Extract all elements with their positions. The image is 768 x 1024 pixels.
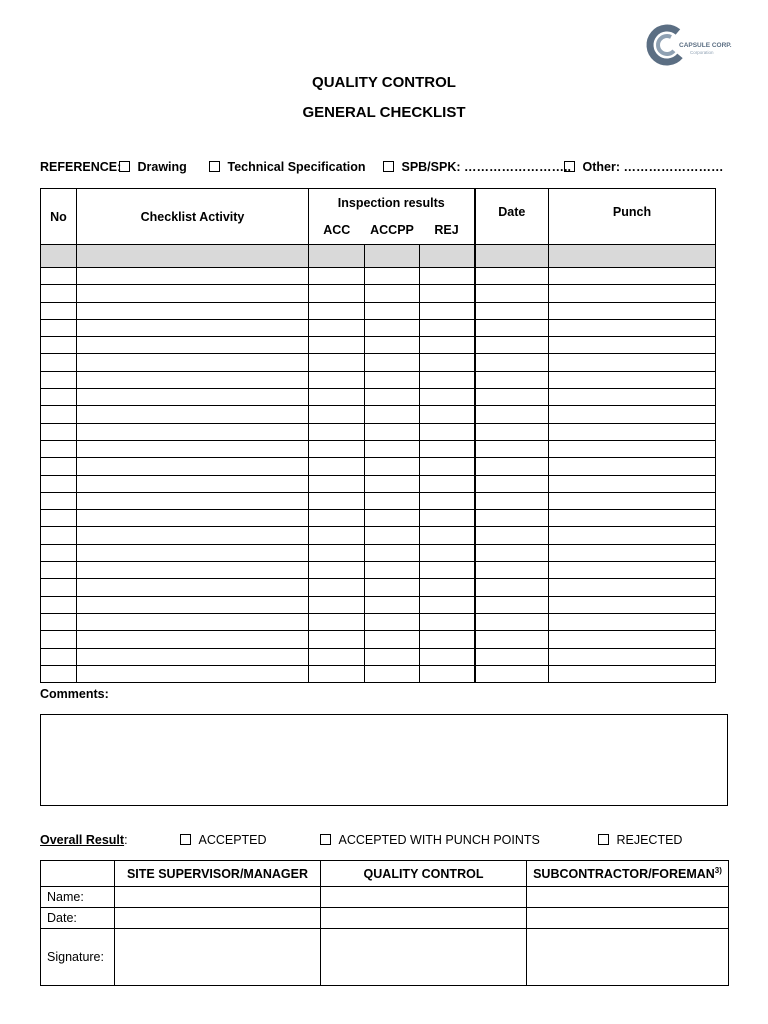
table-row	[41, 544, 716, 561]
date-cell[interactable]	[475, 631, 549, 648]
date-cell[interactable]	[475, 613, 549, 630]
rej-cell[interactable]	[420, 302, 475, 319]
date-cell[interactable]	[475, 440, 549, 457]
date-cell[interactable]	[475, 285, 549, 302]
activity-cell[interactable]	[77, 596, 309, 613]
acc-cell[interactable]	[309, 354, 365, 371]
no-cell[interactable]	[41, 337, 77, 354]
checkbox-icon[interactable]	[320, 834, 331, 845]
no-cell[interactable]	[41, 354, 77, 371]
acc-cell[interactable]	[309, 562, 365, 579]
no-cell[interactable]	[41, 423, 77, 440]
date-cell[interactable]	[475, 648, 549, 665]
no-cell[interactable]	[41, 371, 77, 388]
activity-cell[interactable]	[77, 440, 309, 457]
table-row	[41, 562, 716, 579]
activity-cell[interactable]	[77, 475, 309, 492]
date-cell[interactable]	[475, 596, 549, 613]
rej-cell[interactable]	[420, 406, 475, 423]
punch-cell[interactable]	[549, 423, 716, 440]
accpp-cell[interactable]	[365, 527, 420, 544]
column-header-subcontractor: SUBCONTRACTOR/FOREMAN$^{3)}$	[527, 861, 729, 887]
table-row	[41, 527, 716, 544]
table-row	[41, 665, 716, 682]
punch-cell[interactable]	[549, 631, 716, 648]
row-label-name: Name:	[41, 887, 115, 908]
activity-cell[interactable]	[77, 648, 309, 665]
table-row	[41, 596, 716, 613]
rej-cell[interactable]	[420, 579, 475, 596]
svg-text:CAPSULE CORP.: CAPSULE CORP.	[679, 42, 732, 49]
signoff-table	[40, 860, 729, 986]
acc-cell[interactable]	[309, 458, 365, 475]
acc-cell[interactable]	[309, 648, 365, 665]
signoff-corner	[41, 861, 115, 887]
site-supervisor-signature-field[interactable]	[115, 929, 321, 986]
accpp-cell[interactable]	[365, 475, 420, 492]
accpp-cell[interactable]	[365, 440, 420, 457]
date-cell[interactable]	[475, 406, 549, 423]
rej-cell[interactable]	[420, 458, 475, 475]
column-header-site-supervisor: SITE SUPERVISOR/MANAGER	[115, 861, 321, 887]
activity-cell[interactable]	[77, 510, 309, 527]
accpp-cell[interactable]	[365, 371, 420, 388]
rej-cell[interactable]	[420, 440, 475, 457]
company-logo	[646, 20, 732, 70]
no-cell[interactable]	[41, 319, 77, 336]
date-cell[interactable]	[475, 423, 549, 440]
row-label-date: Date:	[41, 908, 115, 929]
no-cell[interactable]	[41, 475, 77, 492]
punch-cell[interactable]	[549, 268, 716, 285]
table-row	[41, 268, 716, 285]
table-row	[41, 337, 716, 354]
date-cell[interactable]	[475, 389, 549, 406]
checkbox-icon[interactable]	[564, 161, 575, 172]
column-header-accpp: ACCPP	[365, 217, 420, 245]
acc-cell[interactable]	[309, 389, 365, 406]
comments-label: Comments:	[40, 687, 109, 701]
column-header-no: No	[41, 189, 77, 245]
no-cell[interactable]	[41, 458, 77, 475]
accpp-cell[interactable]	[365, 354, 420, 371]
date-cell[interactable]	[475, 337, 549, 354]
table-row	[41, 510, 716, 527]
acc-cell[interactable]	[309, 440, 365, 457]
no-cell[interactable]	[41, 440, 77, 457]
acc-cell[interactable]	[309, 475, 365, 492]
accpp-cell[interactable]	[365, 268, 420, 285]
overall-result-label: Overall Result:	[40, 833, 128, 847]
accpp-cell[interactable]	[365, 665, 420, 682]
date-cell[interactable]	[475, 268, 549, 285]
date-cell[interactable]	[475, 371, 549, 388]
activity-cell[interactable]	[77, 562, 309, 579]
acc-cell[interactable]	[309, 613, 365, 630]
accpp-cell[interactable]	[365, 562, 420, 579]
punch-cell[interactable]	[549, 475, 716, 492]
punch-cell[interactable]	[549, 319, 716, 336]
overall-result-row	[40, 833, 740, 851]
table-row	[41, 423, 716, 440]
punch-cell[interactable]	[549, 579, 716, 596]
date-cell[interactable]	[475, 302, 549, 319]
acc-cell[interactable]	[309, 492, 365, 509]
acc-cell[interactable]	[309, 285, 365, 302]
no-cell[interactable]	[41, 665, 77, 682]
document-subtitle: GENERAL CHECKLIST	[302, 104, 466, 121]
signoff-row-signature	[41, 929, 729, 986]
reference-label: REFERENCE:	[40, 160, 122, 174]
activity-cell[interactable]	[77, 527, 309, 544]
no-cell[interactable]	[41, 579, 77, 596]
date-cell[interactable]	[475, 510, 549, 527]
checklist-table	[40, 188, 716, 683]
date-cell[interactable]	[475, 579, 549, 596]
rej-cell[interactable]	[420, 596, 475, 613]
rej-cell[interactable]	[420, 475, 475, 492]
no-cell[interactable]	[41, 406, 77, 423]
acc-cell[interactable]	[309, 510, 365, 527]
rej-cell[interactable]	[420, 562, 475, 579]
checkbox-icon[interactable]	[119, 161, 130, 172]
no-cell[interactable]	[41, 631, 77, 648]
rej-cell[interactable]	[420, 510, 475, 527]
punch-cell[interactable]	[549, 285, 716, 302]
acc-cell[interactable]	[309, 319, 365, 336]
activity-cell[interactable]	[77, 579, 309, 596]
punch-cell[interactable]	[549, 354, 716, 371]
punch-cell[interactable]	[549, 562, 716, 579]
punch-cell[interactable]	[549, 544, 716, 561]
accpp-cell[interactable]	[365, 648, 420, 665]
punch-cell[interactable]	[549, 302, 716, 319]
quality-control-date-field[interactable]	[321, 908, 527, 929]
rej-cell[interactable]	[420, 268, 475, 285]
table-row	[41, 579, 716, 596]
table-row	[41, 613, 716, 630]
reference-other[interactable]: Other: ……………………	[564, 160, 723, 174]
no-cell[interactable]	[41, 527, 77, 544]
acc-cell[interactable]	[309, 631, 365, 648]
accpp-cell[interactable]	[365, 510, 420, 527]
activity-cell[interactable]	[77, 631, 309, 648]
rej-cell[interactable]	[420, 337, 475, 354]
result-accepted-with-punch-points[interactable]: ACCEPTED WITH PUNCH POINTS	[320, 833, 540, 847]
accpp-cell[interactable]	[365, 337, 420, 354]
punch-cell[interactable]	[549, 440, 716, 457]
table-row	[41, 440, 716, 457]
table-row	[41, 389, 716, 406]
activity-cell[interactable]	[77, 285, 309, 302]
checkbox-icon[interactable]	[383, 161, 394, 172]
subcontractor-name-field[interactable]	[527, 887, 729, 908]
acc-cell[interactable]	[309, 423, 365, 440]
table-row	[41, 406, 716, 423]
accpp-cell[interactable]	[365, 389, 420, 406]
date-cell[interactable]	[475, 492, 549, 509]
activity-cell[interactable]	[77, 319, 309, 336]
no-cell[interactable]	[41, 562, 77, 579]
table-row	[41, 285, 716, 302]
accpp-cell[interactable]	[365, 492, 420, 509]
table-row	[41, 302, 716, 319]
rej-cell[interactable]	[420, 389, 475, 406]
no-cell[interactable]	[41, 648, 77, 665]
table-row	[41, 631, 716, 648]
table-row	[41, 475, 716, 492]
accpp-cell[interactable]	[365, 406, 420, 423]
accpp-cell[interactable]	[365, 285, 420, 302]
acc-cell[interactable]	[309, 337, 365, 354]
signoff-row-date	[41, 908, 729, 929]
rej-cell[interactable]	[420, 354, 475, 371]
date-cell[interactable]	[475, 665, 549, 682]
no-cell[interactable]	[41, 544, 77, 561]
quality-control-signature-field[interactable]	[321, 929, 527, 986]
activity-cell[interactable]	[77, 268, 309, 285]
column-header-inspection-results: Inspection results	[309, 189, 475, 217]
quality-control-name-field[interactable]	[321, 887, 527, 908]
activity-cell[interactable]	[77, 302, 309, 319]
reference-drawing[interactable]: Drawing	[119, 160, 187, 174]
activity-cell[interactable]	[77, 371, 309, 388]
acc-cell[interactable]	[309, 302, 365, 319]
acc-cell[interactable]	[309, 579, 365, 596]
acc-cell[interactable]	[309, 371, 365, 388]
rej-cell[interactable]	[420, 665, 475, 682]
acc-cell[interactable]	[309, 268, 365, 285]
date-cell[interactable]	[475, 319, 549, 336]
punch-cell[interactable]	[549, 371, 716, 388]
rej-cell[interactable]	[420, 544, 475, 561]
punch-cell[interactable]	[549, 613, 716, 630]
acc-cell[interactable]	[309, 527, 365, 544]
punch-cell[interactable]	[549, 406, 716, 423]
rej-cell[interactable]	[420, 648, 475, 665]
rej-cell[interactable]	[420, 492, 475, 509]
activity-cell[interactable]	[77, 665, 309, 682]
rej-cell[interactable]	[420, 371, 475, 388]
date-cell[interactable]	[475, 562, 549, 579]
no-cell[interactable]	[41, 285, 77, 302]
reference-row	[40, 160, 740, 178]
punch-cell[interactable]	[549, 492, 716, 509]
punch-cell[interactable]	[549, 458, 716, 475]
accpp-cell[interactable]	[365, 613, 420, 630]
rej-cell[interactable]	[420, 423, 475, 440]
punch-cell[interactable]	[549, 648, 716, 665]
column-header-acc: ACC	[309, 217, 365, 245]
accpp-cell[interactable]	[365, 631, 420, 648]
table-row	[41, 458, 716, 475]
accpp-cell[interactable]	[365, 423, 420, 440]
rej-cell[interactable]	[420, 631, 475, 648]
no-cell[interactable]	[41, 302, 77, 319]
activity-cell[interactable]	[77, 492, 309, 509]
date-cell[interactable]	[475, 544, 549, 561]
result-rejected[interactable]: REJECTED	[598, 833, 682, 847]
no-cell[interactable]	[41, 510, 77, 527]
accpp-cell[interactable]	[365, 458, 420, 475]
rej-cell[interactable]	[420, 285, 475, 302]
document-title: QUALITY CONTROL	[312, 74, 456, 91]
activity-cell[interactable]	[77, 354, 309, 371]
column-header-date: Date	[475, 189, 549, 245]
acc-cell[interactable]	[309, 665, 365, 682]
result-accepted[interactable]: ACCEPTED	[180, 833, 267, 847]
reference-technical-specification[interactable]: Technical Specification	[209, 160, 366, 174]
column-header-quality-control: QUALITY CONTROL	[321, 861, 527, 887]
table-row	[41, 648, 716, 665]
punch-cell[interactable]	[549, 596, 716, 613]
table-row	[41, 354, 716, 371]
table-row	[41, 319, 716, 336]
table-row	[41, 371, 716, 388]
checklist-body	[41, 245, 716, 683]
date-cell[interactable]	[475, 354, 549, 371]
checkbox-icon[interactable]	[598, 834, 609, 845]
activity-cell[interactable]	[77, 423, 309, 440]
rej-cell[interactable]	[420, 527, 475, 544]
date-cell[interactable]	[475, 527, 549, 544]
accpp-cell[interactable]	[365, 544, 420, 561]
svg-text:Corporation: Corporation	[690, 50, 714, 55]
no-cell[interactable]	[41, 268, 77, 285]
table-row-shaded	[41, 245, 716, 268]
activity-cell[interactable]	[77, 337, 309, 354]
no-cell[interactable]	[41, 492, 77, 509]
rej-cell[interactable]	[420, 613, 475, 630]
activity-cell[interactable]	[77, 406, 309, 423]
column-header-rej: REJ	[420, 217, 475, 245]
no-cell[interactable]	[41, 596, 77, 613]
no-cell[interactable]	[41, 389, 77, 406]
activity-cell[interactable]	[77, 544, 309, 561]
subcontractor-date-field[interactable]	[527, 908, 729, 929]
date-cell[interactable]	[475, 475, 549, 492]
acc-cell[interactable]	[309, 596, 365, 613]
accpp-cell[interactable]	[365, 579, 420, 596]
column-header-punch: Punch	[549, 189, 716, 245]
checkbox-icon[interactable]	[180, 834, 191, 845]
punch-cell[interactable]	[549, 510, 716, 527]
site-supervisor-date-field[interactable]	[115, 908, 321, 929]
accpp-cell[interactable]	[365, 319, 420, 336]
accpp-cell[interactable]	[365, 302, 420, 319]
checkbox-icon[interactable]	[209, 161, 220, 172]
date-cell[interactable]	[475, 458, 549, 475]
site-supervisor-name-field[interactable]	[115, 887, 321, 908]
punch-cell[interactable]	[549, 389, 716, 406]
punch-cell[interactable]	[549, 527, 716, 544]
comments-field[interactable]	[40, 714, 728, 806]
acc-cell[interactable]	[309, 544, 365, 561]
signoff-row-name	[41, 887, 729, 908]
column-header-activity: Checklist Activity	[77, 189, 309, 245]
subcontractor-signature-field[interactable]	[527, 929, 729, 986]
acc-cell[interactable]	[309, 406, 365, 423]
reference-spb-spk[interactable]: SPB/SPK: ……………………..	[383, 160, 571, 174]
activity-cell[interactable]	[77, 389, 309, 406]
no-cell[interactable]	[41, 613, 77, 630]
rej-cell[interactable]	[420, 319, 475, 336]
table-row	[41, 492, 716, 509]
accpp-cell[interactable]	[365, 596, 420, 613]
activity-cell[interactable]	[77, 458, 309, 475]
punch-cell[interactable]	[549, 665, 716, 682]
row-label-signature: Signature:	[41, 929, 115, 986]
activity-cell[interactable]	[77, 613, 309, 630]
punch-cell[interactable]	[549, 337, 716, 354]
